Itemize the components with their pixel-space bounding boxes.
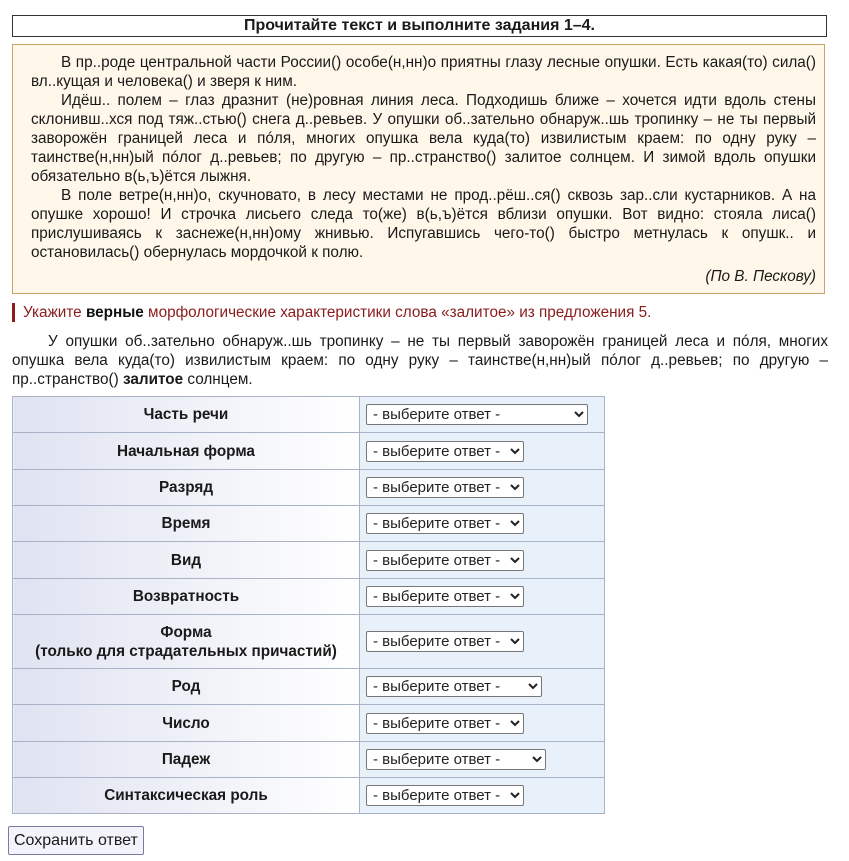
- row-label: Начальная форма: [13, 433, 360, 470]
- select-part-of-speech[interactable]: [366, 404, 588, 425]
- answer-cell: [360, 397, 605, 433]
- answer-cell: [360, 579, 605, 615]
- text-paragraph-3: В поле ветре(н,нн)о, скучновато, в лесу местами не прод..рёш..ся() сквозь зар..сли кустарников. А на опушке хорошо! И строчка лисьего следа то(же) в(ь,ъ)ётся вблизи опушки. Вот видно: стояла лиса() прислушиваясь к заснеже(н,нн)ому жнивью. Испугавшись чего-то() быстро метнулась к опушк.. и остановилась() обернулась мордочкой к полю.: [31, 187, 816, 261]
- answer-cell: [360, 433, 605, 470]
- select-aspect[interactable]: [366, 550, 524, 571]
- question-prefix: Укажите: [23, 304, 86, 321]
- text-paragraph-2: Идёш.. полем – глаз дразнит (не)ровная линия леса. Подходишь ближе – хочется идти вдоль стены склонивш..хся под тяж..стью() снега д..ревьев. У опушки об..зательно обнаруж..шь тропинку – не ты первый заворожён границей леса и пóля, многих опушка вела куда(то) извилистым краем: по одну руку – таинстве(н,нн)ый пóлог д..ревьев; по другую – пр..странство() залитое солнцем. И зимой вдоль опушки обязательно в(ь,ъ)ётся лыжня.: [31, 92, 816, 185]
- select-case[interactable]: [366, 749, 546, 770]
- table-row: [13, 579, 605, 615]
- table-row: [13, 705, 605, 742]
- table-row: [13, 669, 605, 705]
- row-label: Время: [13, 506, 360, 542]
- row-label-note: (только для страдательных причастий): [35, 642, 337, 660]
- answer-cell: [360, 705, 605, 742]
- select-form[interactable]: [366, 631, 524, 652]
- table-row: [13, 470, 605, 506]
- row-label: [13, 615, 360, 669]
- row-label: Вид: [13, 542, 360, 579]
- table-row: [13, 506, 605, 542]
- text-paragraph-1: В пр..роде центральной части России() особе(н,нн)о приятны глазу лесные опушки. Есть какая(то) сила() вл..кущая и человека() и зверя к ним.: [31, 54, 816, 90]
- target-sentence: [12, 332, 828, 389]
- task-title: Прочитайте текст и выполните задания 1–4.: [12, 15, 827, 37]
- answer-cell: [360, 542, 605, 579]
- select-tense[interactable]: [366, 513, 524, 534]
- select-number[interactable]: [366, 713, 524, 734]
- table-row: [13, 615, 605, 669]
- question-suffix: морфологические характеристики слова «залитое» из предложения 5.: [143, 304, 652, 321]
- table-row: [13, 397, 605, 433]
- table-row: [13, 433, 605, 470]
- question-bold: верные: [85, 304, 144, 321]
- row-label: Число: [13, 705, 360, 742]
- answer-cell: [360, 778, 605, 814]
- row-label: Падеж: [13, 742, 360, 778]
- table-row: [13, 742, 605, 778]
- select-syntactic-role[interactable]: [366, 785, 524, 806]
- row-label: Возвратность: [13, 579, 360, 615]
- reading-text: [12, 44, 825, 294]
- sentence-target-word: залитое: [122, 371, 184, 388]
- question-instruction: [12, 303, 843, 322]
- row-label: Род: [13, 669, 360, 705]
- answer-cell: [360, 615, 605, 669]
- answer-cell: [360, 470, 605, 506]
- sentence-after: солнцем.: [183, 371, 253, 388]
- row-label: Часть речи: [13, 397, 360, 433]
- row-label-main: Форма: [160, 623, 212, 641]
- select-category[interactable]: [366, 477, 524, 498]
- select-gender[interactable]: [366, 676, 542, 697]
- save-answer-button[interactable]: Сохранить ответ: [8, 826, 144, 855]
- answer-cell: [360, 669, 605, 705]
- answer-cell: [360, 506, 605, 542]
- table-row: [13, 778, 605, 814]
- answer-cell: [360, 742, 605, 778]
- select-reflexivity[interactable]: [366, 586, 524, 607]
- text-author: (По В. Пескову): [705, 268, 816, 285]
- row-label: Разряд: [13, 470, 360, 506]
- sentence-before: У опушки об..зательно обнаруж..шь тропинку – не ты первый заворожён границей леса и пóля, многих опушка вела куда(то) извилистым краем: по одну руку – таинстве(н,нн)ый пóлог д..ревьев; по другую – пр..странство(): [12, 333, 828, 388]
- row-label: Синтаксическая роль: [13, 778, 360, 814]
- answer-table: [12, 396, 605, 814]
- select-initial-form[interactable]: [366, 441, 524, 462]
- table-row: [13, 542, 605, 579]
